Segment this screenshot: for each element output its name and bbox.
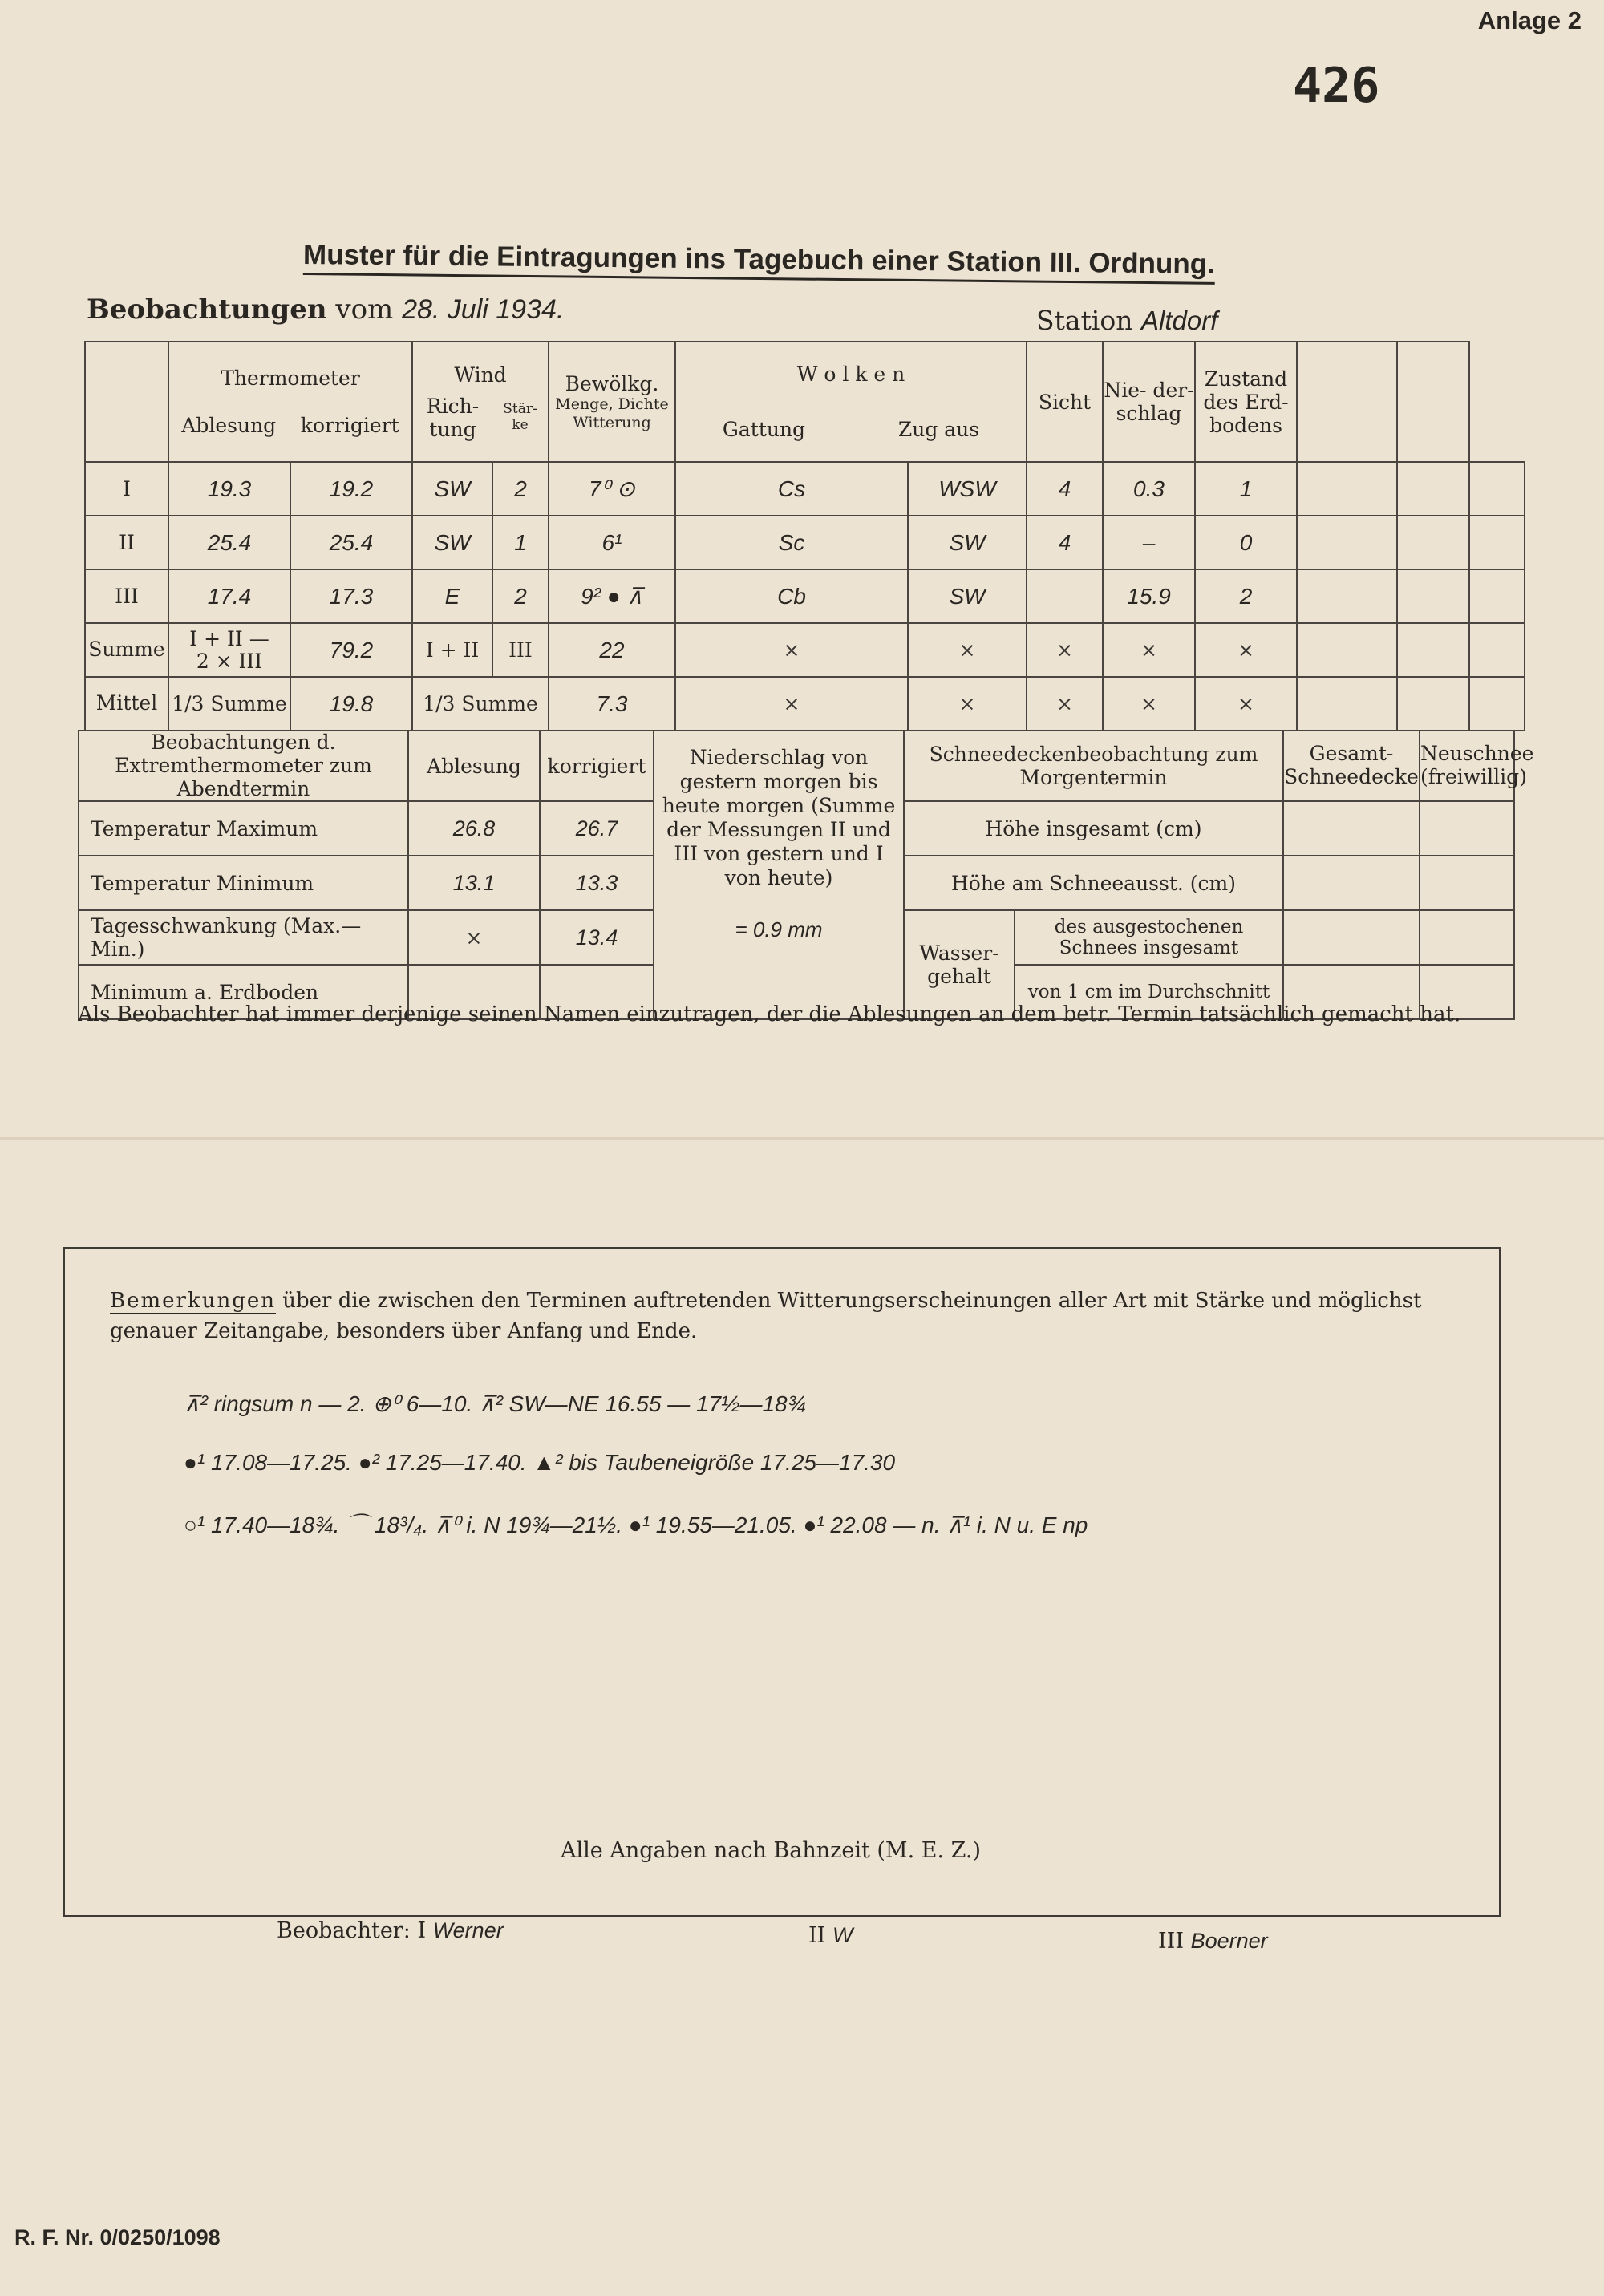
ablesung-col-header: Ablesung [408,731,540,801]
empty-cell [1420,856,1514,910]
mittel-formula: 1/3 Summe [168,677,290,731]
page-number: 426 [1293,58,1380,114]
observation-date-line [87,294,564,326]
summe-row [85,623,1525,677]
extreme-korrigiert: 13.4 [540,910,654,965]
extreme-ablesung: 13.1 [408,856,540,910]
ausgestochen-label: des ausgestochenen Schnees insgesamt [1015,910,1283,965]
bewoelkung-label: Bewölkg. [565,371,659,395]
cross-mark: × [908,623,1027,677]
empty-cell [1283,856,1420,910]
niederschlag-summary [654,731,904,1019]
extreme-ablesung: × [408,910,540,965]
zug-cell: SW [908,569,1027,623]
extreme-korrigiert: 13.3 [540,856,654,910]
korrigiert-header: korrigiert [300,414,399,437]
sicht-header: Sicht [1027,342,1103,462]
thermometer-header [168,342,412,462]
gattung-cell: Cs [675,462,908,516]
niederschlag-cell: 15.9 [1103,569,1195,623]
gesamt-header: Gesamt- Schneedecke [1283,731,1420,801]
niederschlag-text: Niederschlag von gestern morgen bis heute morgen (Summe der Messungen II und III von gestern und I von heute) [662,746,896,889]
observer-ii-name: W [832,1923,853,1947]
extreme-row-label: Temperatur Minimum [79,856,408,910]
cross-mark: × [1027,623,1103,677]
obs-date: 28. Juli 1934. [402,294,565,325]
gattung-header: Gattung [722,418,806,441]
staerke-cell: 1 [492,516,549,569]
empty-cell [1297,569,1397,623]
korrigiert-cell: 25.4 [290,516,412,569]
neuschnee-header: Neuschnee (freiwillig) [1420,731,1514,801]
schnee-header: Schneedeckenbeobachtung zum Morgentermin [904,731,1283,801]
summe-formula [168,623,290,677]
richtung-cell: E [412,569,492,623]
empty-cell [1397,462,1469,516]
ablesung-cell: 25.4 [168,516,290,569]
mittel-korrigiert: 19.8 [290,677,412,731]
zustand-cell: 0 [1195,516,1297,569]
row-label: I [85,462,168,516]
empty-header-2 [1397,342,1469,462]
summe-formula-top: I + II — [189,627,269,650]
row-label: III [85,569,168,623]
staerke-cell: 2 [492,462,549,516]
remark-line-3: ○¹ 17.40—18¾. ⌒ 18³/₄. ⊼⁰ i. N 19¾—21½. ●¹ 19.55—21.05. ●¹ 22.08 — n. ⊼¹ i. N u. E np [184,1512,1088,1537]
mittel-wind: 1/3 Summe [412,677,549,731]
empty-header-1 [1297,342,1397,462]
empty-cell [1297,677,1397,731]
empty-cell [1469,623,1525,677]
mittel-row [85,677,1525,731]
observer-iii-label: III [1158,1929,1184,1954]
empty-cell [1397,516,1469,569]
cross-mark: × [1195,623,1297,677]
zustand-cell: 1 [1195,462,1297,516]
cross-mark: × [908,677,1027,731]
corner-cell [85,342,168,462]
sicht-cell: 4 [1027,462,1103,516]
extreme-row-label: Temperatur Maximum [79,801,408,856]
ablesung-header: Ablesung [181,414,277,437]
gattung-cell: Sc [675,516,908,569]
station-label: Station [1036,305,1133,336]
observer-i-name: Werner [432,1918,504,1942]
empty-cell [1420,801,1514,856]
staerke-header: Stär- ke [503,400,537,433]
empty-cell [1397,623,1469,677]
niederschlag-cell: – [1103,516,1195,569]
cross-mark: × [1103,677,1195,731]
observer-ii-label: II [808,1923,826,1948]
summe-bewoelkung: 22 [549,623,675,677]
table-row [85,516,1525,569]
empty-cell [1297,516,1397,569]
table-row [85,569,1525,623]
observer-iii-name: Boerner [1190,1929,1268,1953]
niederschlag-header: Nie- der- schlag [1103,342,1195,462]
remarks-intro [110,1286,1465,1346]
niederschlag-value: = 0.9 mm [735,917,823,941]
hoehe-insgesamt: Höhe insgesamt (cm) [904,801,1283,856]
cross-mark: × [1027,677,1103,731]
korrigiert-col-header: korrigiert [540,731,654,801]
zug-aus-header: Zug aus [897,418,980,441]
richtung-cell: SW [412,516,492,569]
row-label: II [85,516,168,569]
footer-code: R. F. Nr. 0/0250/1098 [14,2225,221,2249]
time-note: Alle Angaben nach Bahnzeit (M. E. Z.) [561,1838,982,1863]
empty-cell [1297,462,1397,516]
station-line [1036,305,1217,336]
table-row [85,462,1525,516]
extreme-header: Beobachtungen d. Extremthermometer zum Abendtermin [79,731,408,801]
remark-line-1: ⊼² ringsum n — 2. ⊕⁰ 6—10. ⊼² SW—NE 16.55 — 17½—18¾ [184,1391,806,1416]
observers-label: Beobachter: [277,1918,411,1943]
summe-wind: I + II [412,623,492,677]
empty-cell [1297,623,1397,677]
extreme-ablesung: 26.8 [408,801,540,856]
empty-cell [1469,462,1525,516]
obs-date-prefix: vom [335,294,394,326]
remarks-box [63,1247,1501,1917]
korrigiert-cell: 17.3 [290,569,412,623]
remarks-label: Bemerkungen [110,1289,276,1313]
summe-formula-bottom: 2 × III [196,649,263,673]
empty-cell [1420,910,1514,965]
observation-table [84,341,1525,731]
remark-line-2: ●¹ 17.08—17.25. ●² 17.25—17.40. ▲² bis Taubeneigröße 17.25—17.30 [184,1450,896,1475]
extreme-row-label: Minimum a. Erdboden [79,965,408,1019]
remarks-intro-text: über die zwischen den Terminen auftretenden Witterungserscheinungen aller Art mit Stärke und möglichst genauer Zeitangabe, besonders über Anfang und Ende. [110,1289,1422,1343]
sicht-cell: 4 [1027,516,1103,569]
ablesung-cell: 19.3 [168,462,290,516]
bewoelkung-sub: Menge, Dichte Witterung [555,395,669,431]
cross-mark: × [675,623,908,677]
richtung-cell: SW [412,462,492,516]
empty-cell [1397,569,1469,623]
wind-header [412,342,549,462]
niederschlag-cell: 0.3 [1103,462,1195,516]
staerke-cell: 2 [492,569,549,623]
paper-fold [0,1137,1604,1140]
page-title: Muster für die Eintragungen ins Tagebuch einer Station III. Ordnung. [303,239,1215,285]
korrigiert-cell: 19.2 [290,462,412,516]
observer-iii [1158,1929,1268,1954]
zug-cell: SW [908,516,1027,569]
empty-cell [1283,910,1420,965]
summe-label: Summe [85,623,168,677]
bewoelkung-header [549,342,675,462]
durchschnitt-label: von 1 cm im Durchschnitt [1015,965,1283,1019]
zug-cell: WSW [908,462,1027,516]
empty-cell [1469,569,1525,623]
extreme-korrigiert: 26.7 [540,801,654,856]
wassergehalt-label: Wasser- gehalt [904,910,1015,1019]
cross-mark: × [1103,623,1195,677]
wind-label: Wind [454,362,507,387]
observer-i [277,1918,504,1943]
observer-i-label: I [417,1918,427,1943]
bewoelkung-cell: 6¹ [549,516,675,569]
summe-korrigiert: 79.2 [290,623,412,677]
summe-wind-iii: III [492,623,549,677]
bewoelkung-cell: 7⁰ ⊙ [549,462,675,516]
bewoelkung-cell: 9² ● ⊼ [549,569,675,623]
station-name: Altdorf [1140,306,1218,335]
sicht-cell [1027,569,1103,623]
zustand-cell: 2 [1195,569,1297,623]
extreme-row-label: Tagesschwankung (Max.—Min.) [79,910,408,965]
observer-note: Als Beobachter hat immer derjenige seinen Namen einzutragen, der die Ablesungen an dem betr. Termin tatsächlich gemacht hat. [78,1002,1461,1027]
richtung-header: Rich- tung [426,394,480,441]
hoehe-ausstich: Höhe am Schneeausst. (cm) [904,856,1283,910]
wolken-label: W o l k e n [796,362,905,386]
zustand-header: Zustand des Erd- bodens [1195,342,1297,462]
empty-cell [1469,677,1525,731]
extreme-thermometer-table [78,730,1534,1020]
thermometer-label: Thermometer [221,366,360,390]
annex-label: Anlage 2 [1477,6,1582,34]
empty-cell [1283,801,1420,856]
empty-cell [1469,516,1525,569]
wolken-header [675,342,1027,462]
cross-mark: × [675,677,908,731]
mittel-label: Mittel [85,677,168,731]
cross-mark: × [1195,677,1297,731]
mittel-bewoelkung: 7.3 [549,677,675,731]
ablesung-cell: 17.4 [168,569,290,623]
gattung-cell: Cb [675,569,908,623]
obs-label: Beobachtungen [87,294,327,326]
observer-ii [808,1923,853,1948]
empty-cell [1397,677,1469,731]
